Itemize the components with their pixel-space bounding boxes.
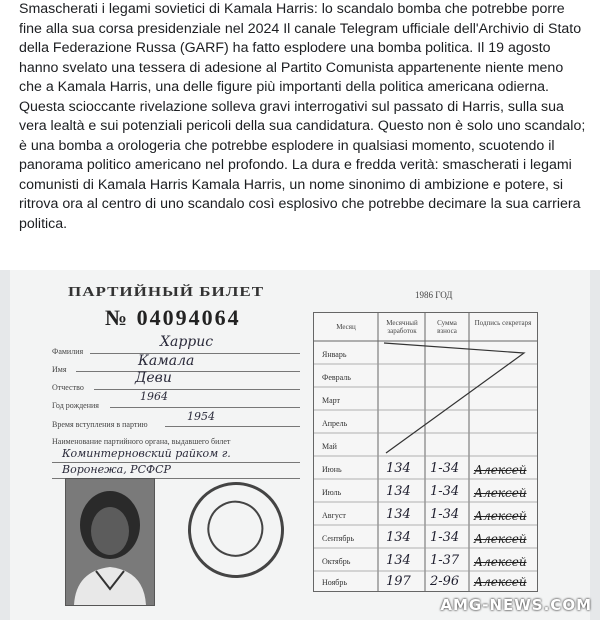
month-label: Апрель xyxy=(322,419,348,428)
month-label: Май xyxy=(322,442,337,451)
col-header-signature: Подпись секретаря xyxy=(474,319,532,327)
month-label: Октябрь xyxy=(322,557,351,566)
value-name: Камала xyxy=(138,353,195,369)
month-label: Февраль xyxy=(322,373,351,382)
amount-value: 1-34 xyxy=(430,507,460,522)
card-title: ПАРТИЙНЫЙ БИЛЕТ xyxy=(68,284,265,300)
official-stamp xyxy=(176,470,297,591)
label-organ: Наименование партийного органа, выдавшего билет xyxy=(52,437,231,446)
secretary-signature: Алексей xyxy=(474,486,527,500)
stamp-inner-ring xyxy=(200,493,271,564)
table-year xyxy=(415,290,452,300)
earnings-value: 134 xyxy=(386,461,411,476)
divider xyxy=(76,371,300,372)
amount-value: 1-34 xyxy=(430,484,460,499)
month-label: Июль xyxy=(322,488,342,497)
amount-value: 1-37 xyxy=(430,553,460,568)
earnings-value: 134 xyxy=(386,484,411,499)
post-text: Smascherati i legami sovietici di Kamala Harris: lo scandalo bomba che potrebbe porre fine alla sua corsa presidenziale nel 2024 Il canale Telegram ufficiale dell'Archivio di Stato della Federazione Russa (GARF) ha fatto esplodere una bomba politica. Il 19 agosto hanno svelato una tessera di adesione al Partito Comunista appartenente niente meno che a Kamala Harris, una delle figure più importanti della politica americana odierna. Questa scioccante rivelazione solleva gravi interrogativi sul passato di Harris, sulla sua vera lealtà e sui potenziali pericoli della sua candidatura. Questo non è solo uno scandalo; è una bomba a orologeria che potrebbe esplodere in qualsiasi momento, scuotendo il panorama politico americano nel profondo. La dura e fredda verità: smascherati i legami comunisti di Kamala Harris Kamala Harris, un nome sinonimo di ambizione e potere, si ritrova ora al centro di uno scandalo così esplosivo che potrebbe decimare la sua carriera politica. xyxy=(19,1,586,232)
table-grid xyxy=(314,313,537,591)
value-join-year: 1954 xyxy=(187,410,215,423)
party-card-document xyxy=(10,270,590,620)
value-patronymic: Деви xyxy=(135,370,172,386)
secretary-signature: Алексей xyxy=(474,532,527,546)
watermark: AMG-NEWS.COM xyxy=(440,596,592,614)
member-portrait-photo xyxy=(65,478,155,606)
col-header-month: Месяц xyxy=(336,323,356,331)
post-photo[interactable] xyxy=(0,270,600,620)
divider xyxy=(90,353,300,354)
divider xyxy=(165,426,300,427)
col-header-amount: Сумма взноса xyxy=(437,319,457,335)
secretary-signature: Алексей xyxy=(474,555,527,569)
amount-value: 1-34 xyxy=(430,461,460,476)
value-surname: Харрис xyxy=(160,334,214,350)
amount-value: 1-34 xyxy=(430,530,460,545)
label-join-time: Время вступления в партию xyxy=(52,420,148,429)
col-header-earnings: Месячный заработок xyxy=(386,319,418,335)
secretary-signature: Алексей xyxy=(474,509,527,523)
value-organ-line2: Воронежа, РСФСР xyxy=(62,463,171,476)
month-label: Январь xyxy=(322,350,347,359)
label-birth-year: Год рождения xyxy=(52,401,99,410)
month-label: Август xyxy=(322,511,346,520)
month-label: Сентябрь xyxy=(322,534,355,543)
table-year-value: 1986 xyxy=(415,290,433,300)
value-organ-line1: Коминтерновский райком г. xyxy=(62,447,231,460)
card-number: № 04094064 xyxy=(105,305,241,330)
divider xyxy=(110,407,300,408)
month-label: Ноябрь xyxy=(322,578,348,587)
month-label: Март xyxy=(322,396,341,405)
earnings-value: 197 xyxy=(386,574,411,589)
label-patronymic: Отчество xyxy=(52,383,84,392)
table-year-label: ГОД xyxy=(435,290,453,300)
month-label: Июнь xyxy=(322,465,342,474)
secretary-signature: Алексей xyxy=(474,463,527,477)
secretary-signature: Алексей xyxy=(474,575,527,589)
value-birth-year: 1964 xyxy=(140,390,168,403)
label-surname: Фамилия xyxy=(52,347,84,356)
earnings-value: 134 xyxy=(386,553,411,568)
amount-value: 2-96 xyxy=(430,574,460,589)
earnings-value: 134 xyxy=(386,530,411,545)
label-name: Имя xyxy=(52,365,67,374)
dues-table xyxy=(313,312,538,592)
divider xyxy=(94,389,300,390)
earnings-value: 134 xyxy=(386,507,411,522)
